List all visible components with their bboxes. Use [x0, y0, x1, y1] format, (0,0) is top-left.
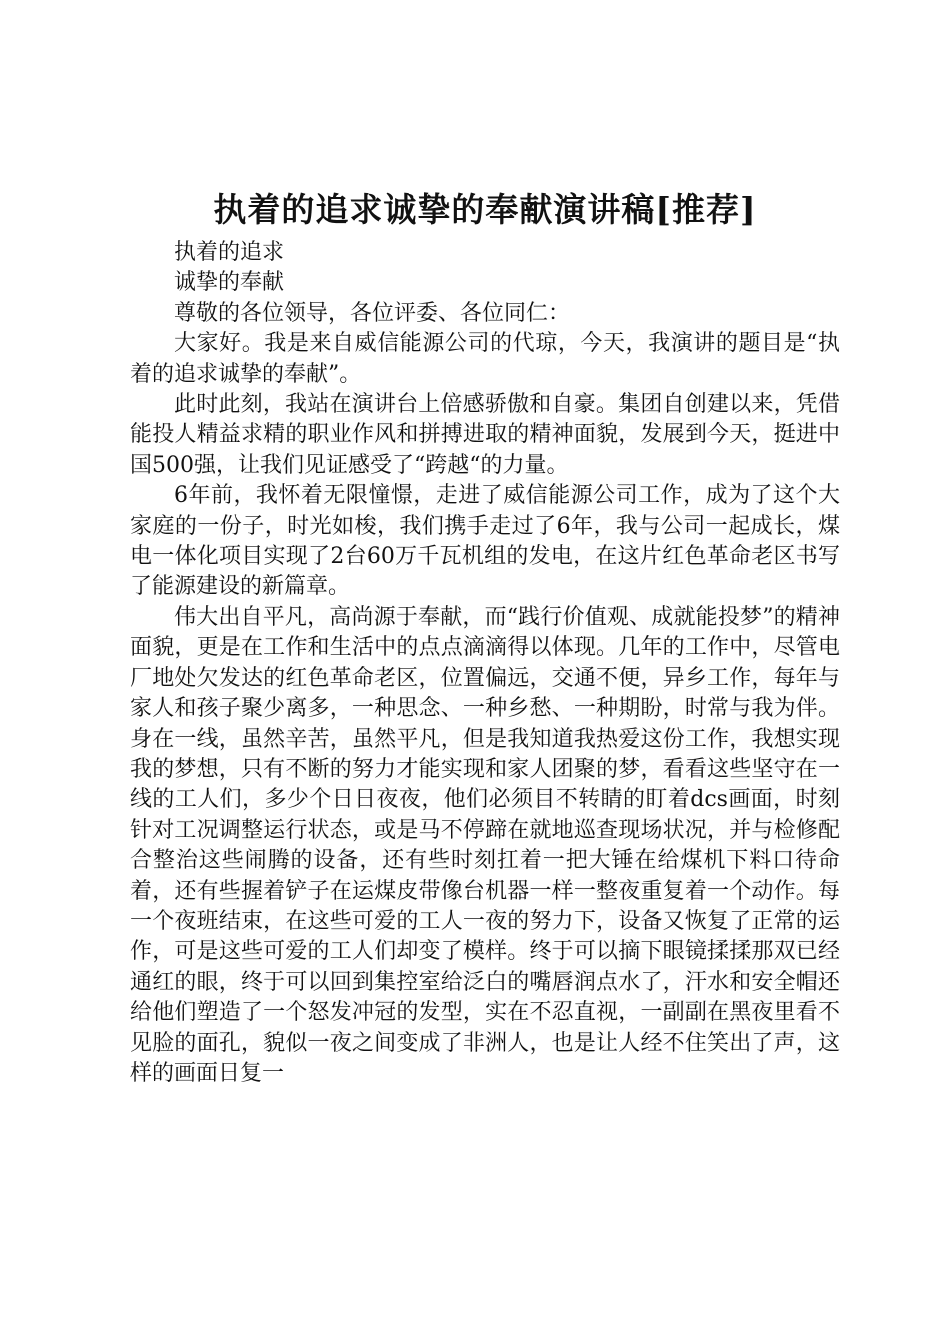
paragraph-body-1: 此时此刻，我站在演讲台上倍感骄傲和自豪。集团自创建以来，凭借能投人精益求精的职业作风和拼搏进取的精神面貌，发展到今天，挺进中国500强，让我们见证感受了“跨越“的力量。: [130, 392, 840, 478]
paragraph-heading-1: 执着的追求: [174, 240, 285, 265]
paragraph-body-3: 伟大出自平凡，高尚源于奉献，而“践行价值观、成就能投梦”的精神面貌，更是在工作和生活中的点点滴滴得以体现。几年的工作中，尽管电厂地处欠发达的红色革命老区，位置偏远，交通不便，异乡工作，每年与家人和孩子聚少离多，一种思念、一种乡愁、一种期盼，时常与我为伴。身在一线，虽然辛苦，虽然平凡，但是我知道我热爱这份工作，我想实现我的梦想，只有不断的努力才能实现和家人团聚的梦，看看这些坚守在一线的工人们，多少个日日夜夜，他们必须目不转睛的盯着dcs画面，时刻针对工况调整运行状态，或是马不停蹄在就地巡查现场状况，并与检修配合整治这些闹腾的设备，还有些时刻扛着一把大锤在给煤机下料口待命着，还有些握着铲子在运煤皮带像台机器一样一整夜重复着一个动作。每一个夜班结束，在这些可爱的工人一夜的努力下，设备又恢复了正常的运作，可是这些可爱的工人们却变了模样。终于可以摘下眼镜揉揉那双已经通红的眼，终于可以回到集控室给泛白的嘴唇润点水了，汗水和安全帽还给他们塑造了一个怒发冲冠的发型，实在不忍直视，一副副在黑夜里看不见脸的面孔，貌似一夜之间变成了非洲人，也是让人经不住笑出了声，这样的画面日复一: [130, 604, 840, 1086]
paragraph-greeting: 大家好。我是来自威信能源公司的代琼，今天，我演讲的题目是“执着的追求诚挚的奉献”。: [130, 331, 840, 387]
paragraph-heading-2: 诚挚的奉献: [174, 270, 285, 296]
paragraph-salutation: 尊敬的各位领导，各位评委、各位同仁：: [174, 300, 571, 326]
document-body: [130, 188, 840, 1089]
paragraph-body-2: 6年前，我怀着无限憧憬，走进了威信能源公司工作，成为了这个大家庭的一份子，时光如梭，我们携手走过了6年，我与公司一起成长，煤电一体化项目实现了2台60万千瓦机组的发电，在这片红色革命老区书写了能源建设的新篇章。: [130, 483, 840, 600]
document-title: 执着的追求诚挚的奉献演讲稿[推荐]: [213, 190, 757, 229]
